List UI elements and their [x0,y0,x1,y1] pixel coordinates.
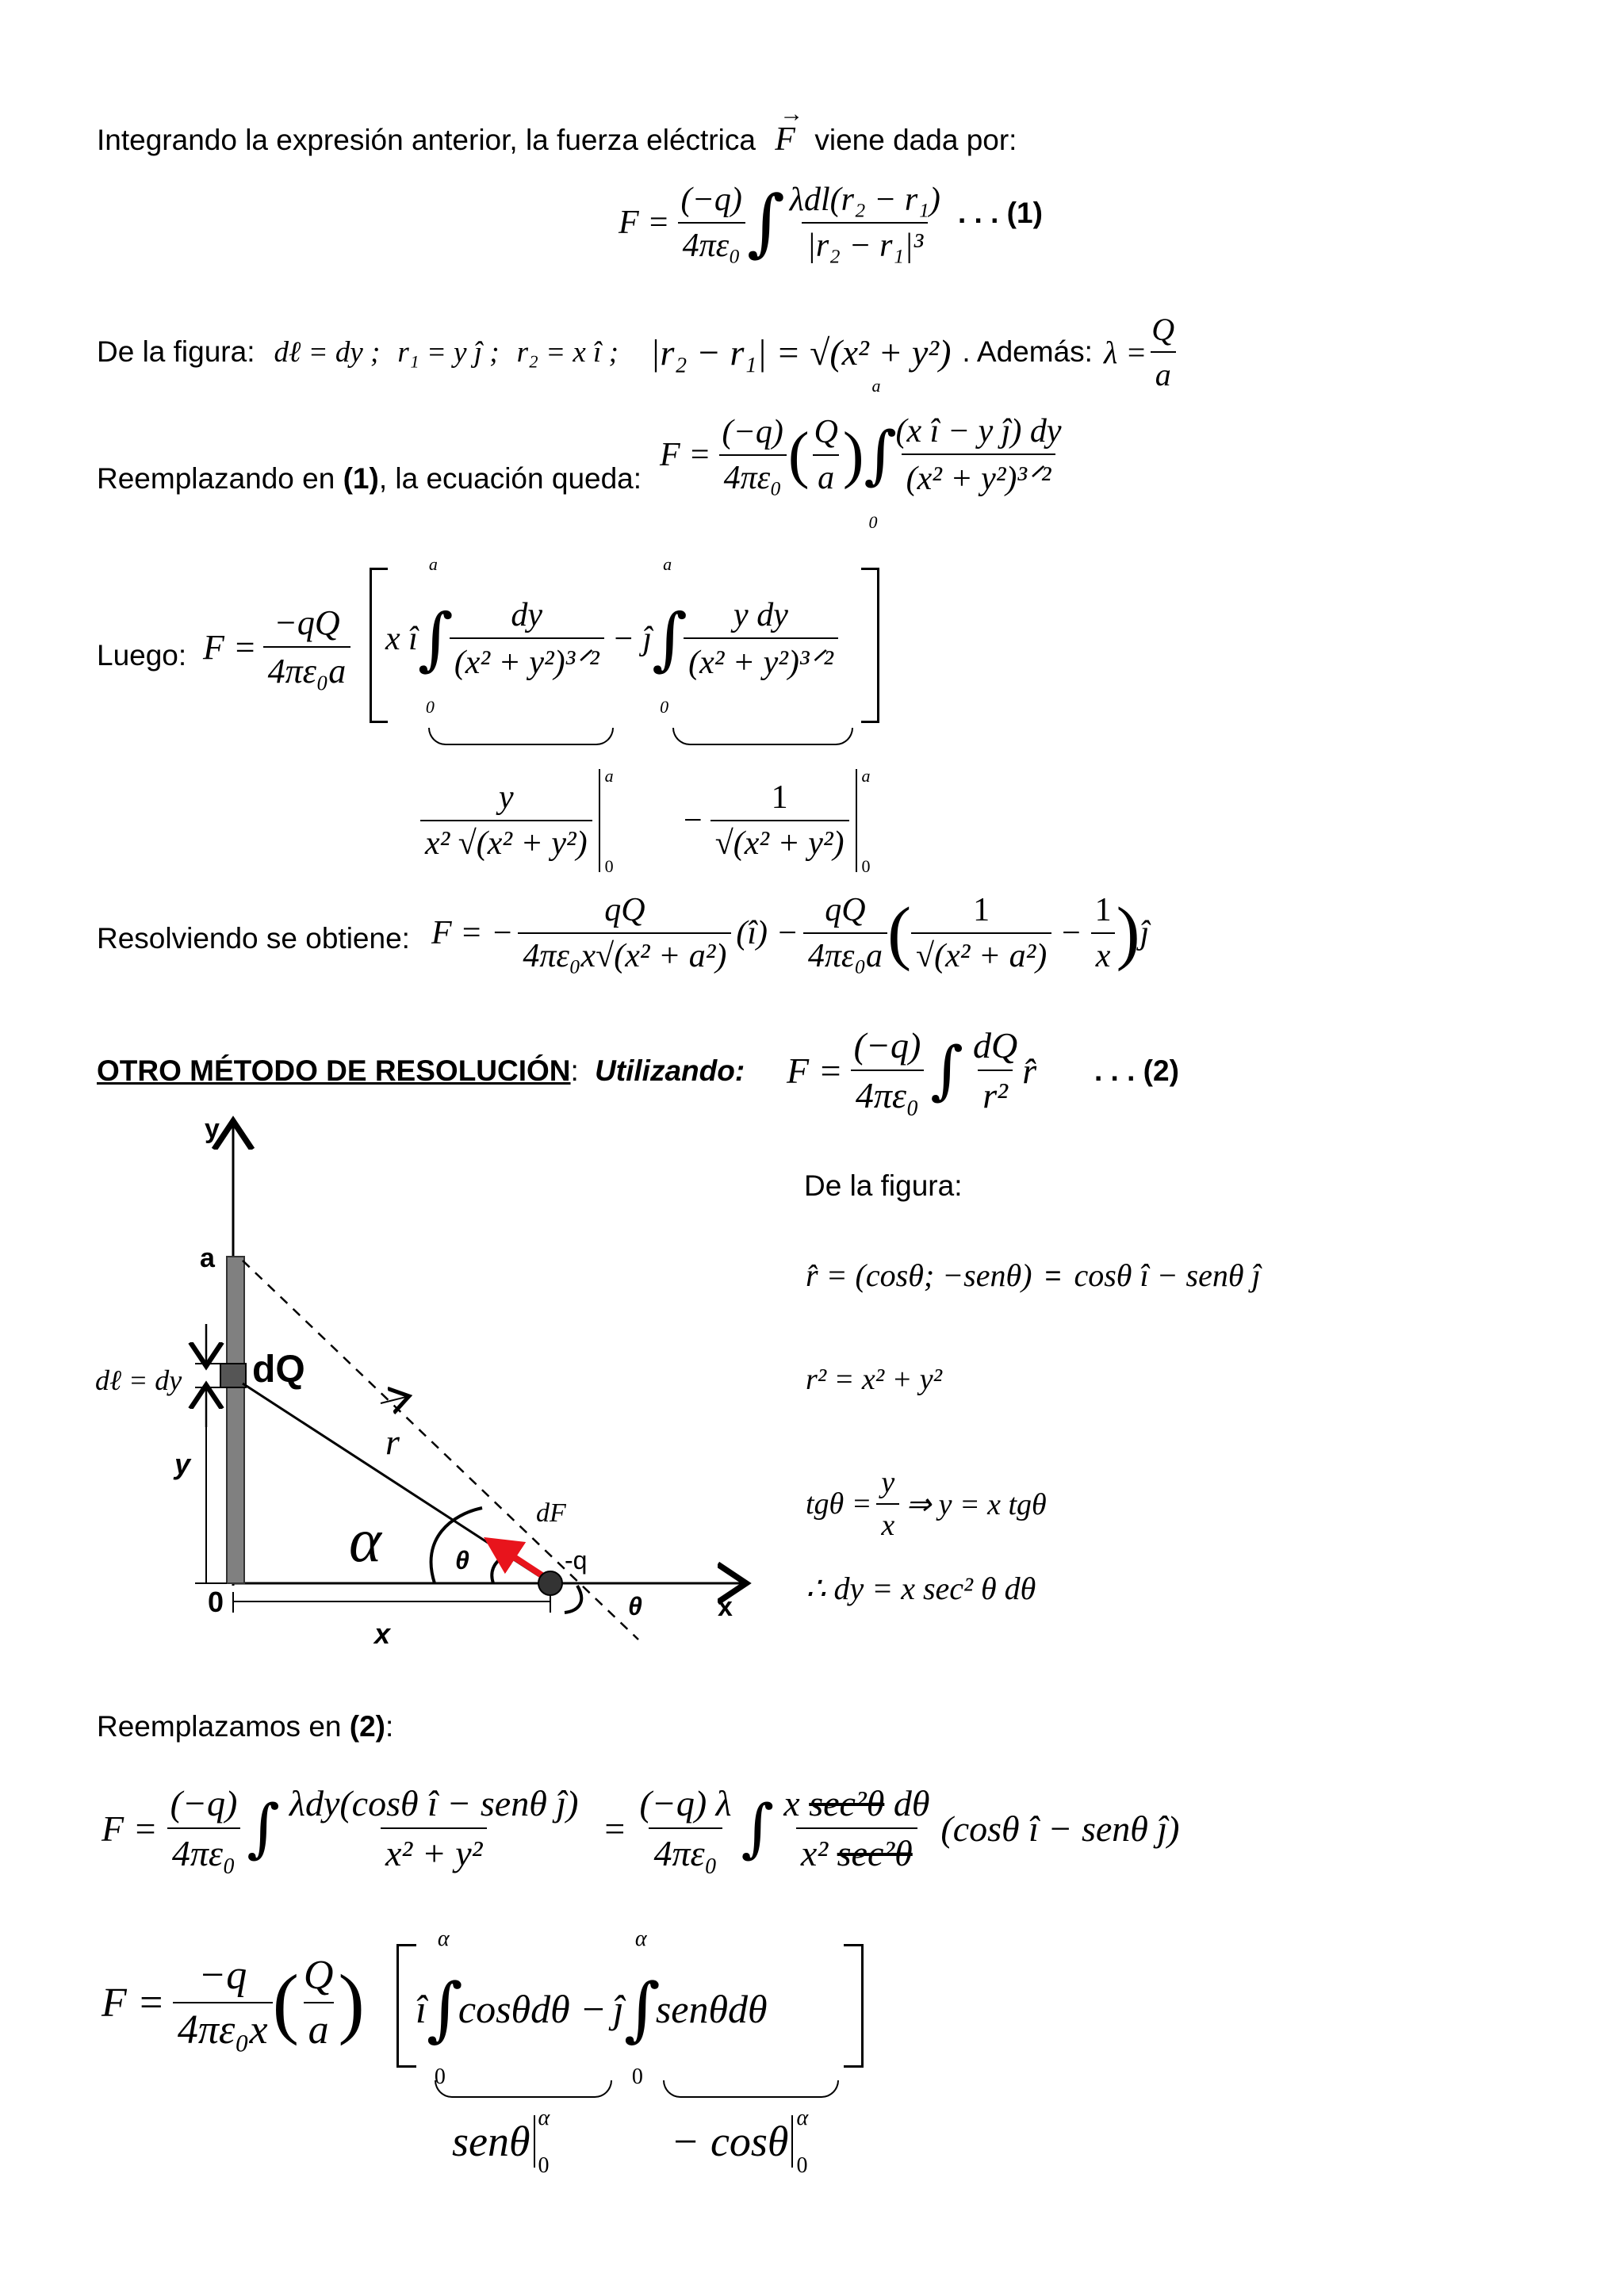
alpha-label: α [349,1506,381,1575]
luego-result-2: − $\frac{1}{\text{√(x² + y²)}}$ a 0 [684,766,871,876]
force-symbol: → F [775,101,804,158]
force-diagram [79,1110,793,1681]
df-force-arrow [500,1548,546,1578]
theta-label-2: θ [628,1592,642,1621]
right-figure-label: De la figura: [804,1169,963,1202]
utilizando-label: Utilizando: [595,1054,745,1087]
lower-limit: 0 [868,512,878,532]
charge-label: -q [565,1546,588,1575]
eq1-lhs: F = [619,205,670,241]
final-underbrace-2 [663,2080,839,2098]
dq-element [220,1364,246,1387]
y-dimension-label: y [174,1448,191,1480]
luego-integrals: x î a ∫ 0 $\frac{dy}{\text{(x² + y²)³ᐟ²}}$ − ĵ a ∫ 0 $\frac{\text{y dy}}{\text{(x² + y²)³ᐟ²}}$ [385,596,838,682]
ref-eq1: (1) [343,462,379,495]
final-result-2: − cosθ α 0 [671,2106,809,2178]
reemplazamos-line: Reemplazamos en (2): [97,1710,394,1743]
r-label: r [385,1422,400,1462]
reemplazando-line: Reemplazando en (1), la ecuación queda: [97,462,642,495]
a-label: a [200,1243,215,1273]
r2-definition: r₂ = x î ; [516,335,619,369]
equation-result: F = − $\frac{qQ}{\text{4πε₀x√(x² + a²)}}$ (î) − $\frac{qQ}{\text{4πε₀a}}$ ( $\frac{1}{\text{√(x² + a²)}}$ − $\frac{1}{x}$ ) ĵ [431,892,1150,974]
final-right-bracket [844,1944,864,2068]
integral-sign: ∫ [746,180,785,265]
final-underbrace-1 [435,2080,612,2098]
point-charge [538,1571,562,1595]
cancelled-sec-num: sec²θ [809,1783,885,1823]
charged-rod [227,1257,244,1583]
luego-label: Luego: [97,639,187,672]
theta-label-1: θ [455,1546,469,1575]
lambda-eq: λ = [1103,334,1147,370]
origin-label: 0 [208,1586,224,1618]
dq-label: dQ [252,1349,305,1391]
eq1-frac-num: (−q) [680,182,742,218]
otro-metodo-heading: OTRO MÉTODO DE RESOLUCIÓN [97,1054,571,1087]
equation-replaced: F = $\frac{(-q)}{\text{4πε₀}}$ ( $\frac{Q}{a}$ ) a ∫ 0 $\frac{\text{(x î − y ĵ) dy}}{\text{(x² + y²)³ᐟ²}}$ [660,376,1062,532]
equation-luego: F = $\frac{-qQ}{\text{4πε₀a}}$ [203,603,350,691]
luego-result-1: $\frac{y}{\text{x² √(x² + y²)}}$ a 0 [420,769,600,872]
equation-final: F = $\frac{-q}{\text{4πε₀x}}$ ( $\frac{Q}{a}$ ) [102,1953,365,2053]
magnitude-definition: |r₂ − r₁| = √(x² + y²) [649,331,952,373]
upper-limit: a [871,376,881,396]
vector-arrow-icon: → [779,101,804,127]
otro-metodo-line: OTRO MÉTODO DE RESOLUCIÓN: Utilizando: [97,1054,745,1087]
equation-big: F = $\frac{(-q)}{\text{4πε₀}}$ ∫ $\frac{\text{λdy(cosθ î − senθ ĵ)}}{\text{x² + y²}}$ = $\frac{(-q) \lambda}{\text{4πε₀}}$ ∫ $\frac{\text{x sec²θ dθ}}{\text{x² sec²θ}}$ (cosθ î − senθ ĵ) [102,1783,1180,1873]
intro-text: Integrando la expresión anterior, la fuerza eléctrica [97,124,756,156]
y-axis-label: y [205,1114,220,1144]
rhat-definition: r̂ = (cosθ; −senθ) = cosθ î − senθ ĵ [806,1257,1261,1293]
underbrace-2 [672,728,853,745]
eq2-label: . . . (2) [1094,1054,1179,1087]
final-left-bracket [396,1944,416,2068]
dl-label: dℓ = dy [95,1364,182,1396]
x-dimension-label: x [374,1617,391,1650]
x-axis-label: x [718,1592,733,1622]
df-label: dF [536,1498,566,1528]
cancelled-sec-den: sec²θ [837,1833,913,1873]
intro-text-after: viene dada por: [814,124,1017,156]
lambda-num: Q [1151,312,1175,347]
eq1-label: . . . (1) [958,197,1043,229]
lambda-den: a [1151,351,1176,393]
intro-line [97,101,1017,159]
eq1-frac-den: 4πε₀ [678,222,745,265]
ademas-text: . Además: [962,335,1093,368]
tan-definition: tgθ = $\frac{y}{x}$ ⇒ y = x tgθ [806,1466,1047,1542]
right-bracket [861,568,879,723]
dy-definition: ∴ dy = x sec² θ dθ [806,1571,1036,1606]
equation-1 [619,181,945,265]
equation-2: F = $\frac{(-q)}{\text{4πε₀}}$ ∫ $\frac{dQ}{\text{r²}}$ r̂ [787,1025,1037,1115]
figure-definitions [97,311,1179,393]
resolviendo-label: Resolviendo se obtiene: [97,922,410,955]
theta-arc-1 [492,1555,508,1583]
figure-def-label: De la figura: [97,335,255,368]
final-integrals: î α ∫ 0 cosθdθ − ĵ α ∫ 0 senθdθ [416,1927,768,2089]
r2-definition-right: r² = x² + y² [806,1363,942,1396]
final-result-1: senθ α 0 [452,2106,550,2178]
eq1-integrand-den: |r₂ − r₁|³ [802,222,928,265]
r1-definition: r₁ = y ĵ ; [397,335,500,369]
underbrace-1 [428,728,614,745]
eq1-integrand-num: λdl(r₂ − r₁) [789,182,940,218]
dl-definition: dℓ = dy ; [274,335,381,369]
theta-arc-2 [565,1586,581,1613]
